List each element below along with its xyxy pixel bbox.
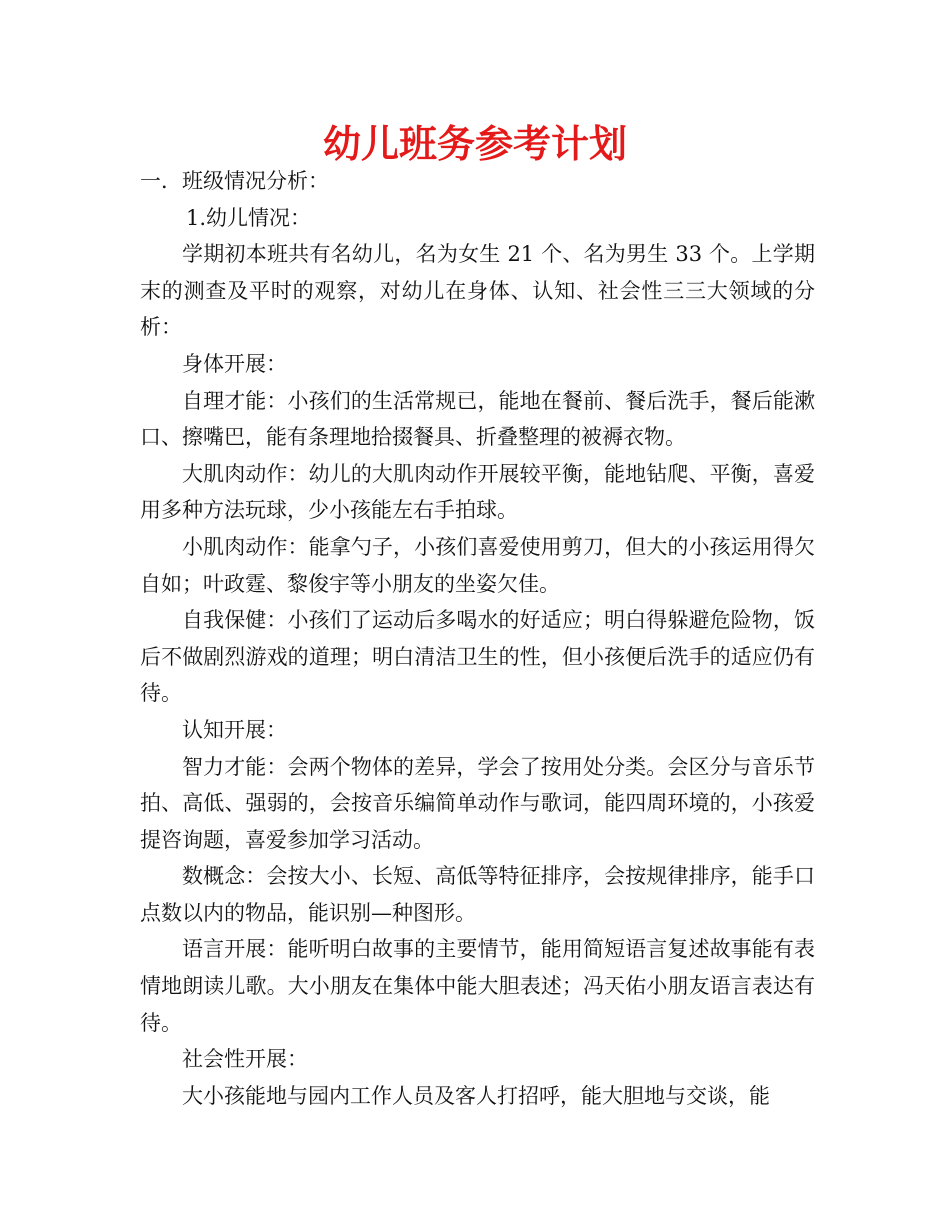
paragraph: 智力才能：会两个物体的差异，学会了按用处分类。会区分与音乐节拍、高低、强弱的，会按音乐编简单动作与歌词，能四周环境的，小孩爱提咨询题，喜爱参加学习活动。	[140, 754, 815, 852]
paragraph: 社会性开展：	[182, 1047, 308, 1072]
section-heading: 一．班级情况分析：	[140, 169, 329, 193]
document-body	[140, 163, 815, 1114]
paragraph: 自理才能：小孩们的生活常规已，能地在餐前、餐后洗手，餐后能漱口、擦嘴巴，能有条理地拾掇餐具、折叠整理的被褥衣物。	[140, 388, 815, 450]
paragraph: 语言开展：能听明白故事的主要情节，能用简短语言复述故事能有表情地朗读儿歌。大小朋友在集体中能大胆表述；冯天佑小朋友语言表达有待。	[140, 937, 815, 1035]
paragraph: 学期初本班共有名幼儿，名为女生 21 个、名为男生 33 个。上学期末的测查及平时的观察，对幼儿在身体、认知、社会性三三大领域的分析：	[140, 242, 815, 340]
paragraph: 大肌肉动作：幼儿的大肌肉动作开展较平衡，能地钻爬、平衡，喜爱用多种方法玩球，少小孩能左右手拍球。	[140, 461, 815, 523]
paragraph: 自我保健：小孩们了运动后多喝水的好适应；明白得躲避危险物，饭后不做剧烈游戏的道理；明白清洁卫生的性，但小孩便后洗手的适应仍有待。	[140, 608, 815, 706]
subsection-heading: 1.幼儿情况：	[186, 205, 312, 230]
paragraph: 认知开展：	[182, 717, 287, 742]
paragraph: 身体开展：	[182, 351, 287, 376]
paragraph: 大小孩能地与园内工作人员及客人打招呼，能大胆地与交谈，能	[182, 1083, 770, 1108]
paragraph: 小肌肉动作：能拿勺子，小孩们喜爱使用剪刀，但大的小孩运用得欠自如；叶政霆、黎俊宇等小朋友的坐姿欠佳。	[140, 534, 815, 596]
document-title: 幼儿班务参考计划	[322, 122, 627, 166]
paragraph: 数概念：会按大小、长短、高低等特征排序，会按规律排序，能手口点数以内的物品，能识别—种图形。	[140, 864, 815, 925]
